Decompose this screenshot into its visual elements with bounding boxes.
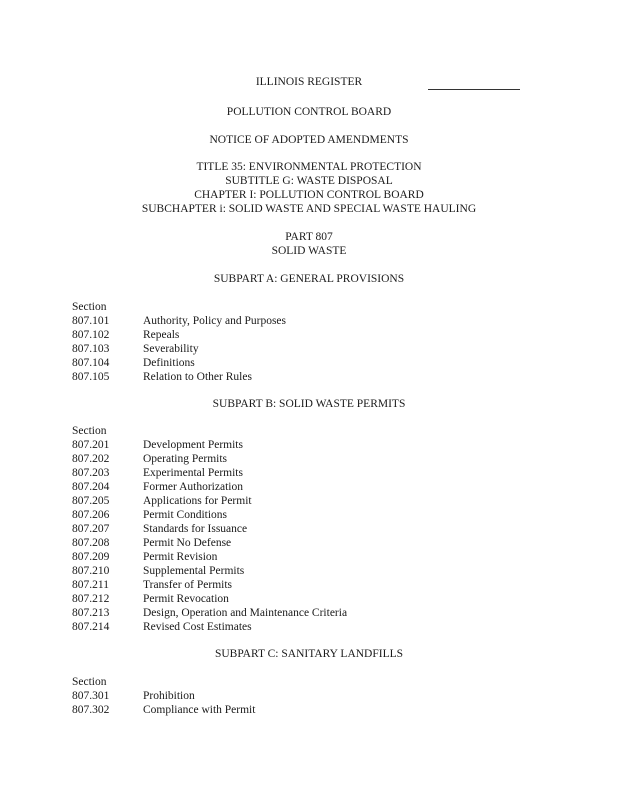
- section-number: 807.302: [72, 704, 110, 716]
- section-title: Operating Permits: [143, 453, 227, 465]
- section-title: Prohibition: [143, 690, 195, 702]
- section-number: 807.202: [72, 453, 110, 465]
- section-number: 807.103: [72, 343, 110, 355]
- section-title: Supplemental Permits: [143, 565, 245, 577]
- toc-row: [0, 467, 618, 481]
- section-title: Permit Revision: [143, 551, 218, 563]
- section-number: 807.207: [72, 523, 110, 535]
- section-number: 807.209: [72, 551, 110, 563]
- toc-row: [0, 481, 618, 495]
- section-title: Applications for Permit: [143, 495, 252, 507]
- section-number: 807.301: [72, 690, 110, 702]
- toc-row: [0, 690, 618, 704]
- toc-row: [0, 621, 618, 635]
- header-rule: [428, 89, 520, 90]
- section-title: Relation to Other Rules: [143, 371, 252, 383]
- section-label: Section: [72, 425, 107, 437]
- section-title: Experimental Permits: [143, 467, 243, 479]
- register-title: ILLINOIS REGISTER: [255, 76, 363, 88]
- section-title: Severability: [143, 343, 199, 355]
- subpart-heading: SUBPART C: SANITARY LANDFILLS: [214, 648, 404, 660]
- toc-row: [0, 439, 618, 453]
- toc-row: [0, 565, 618, 579]
- section-title: Revised Cost Estimates: [143, 621, 252, 633]
- toc-row: [0, 357, 618, 371]
- subpart-heading: SUBPART A: GENERAL PROVISIONS: [213, 273, 405, 285]
- toc-row: [0, 329, 618, 343]
- section-number: 807.204: [72, 481, 110, 493]
- section-title: Permit Conditions: [143, 509, 228, 521]
- subchapter-line: SUBCHAPTER i: SOLID WASTE AND SPECIAL WASTE HAULING: [141, 203, 477, 215]
- section-title: Compliance with Permit: [143, 704, 256, 716]
- toc-row: [0, 551, 618, 565]
- section-number: 807.208: [72, 537, 110, 549]
- notice-title: NOTICE OF ADOPTED AMENDMENTS: [209, 134, 409, 146]
- toc-row: [0, 579, 618, 593]
- section-title: Standards for Issuance: [143, 523, 248, 535]
- toc-row: [0, 343, 618, 357]
- title-line: TITLE 35: ENVIRONMENTAL PROTECTION: [196, 161, 422, 173]
- section-title: Repeals: [143, 329, 180, 341]
- section-number: 807.205: [72, 495, 110, 507]
- section-label: Section: [72, 676, 107, 688]
- section-number: 807.211: [72, 579, 109, 591]
- section-number: 807.203: [72, 467, 110, 479]
- section-title: Permit Revocation: [143, 593, 229, 605]
- toc-row: [0, 509, 618, 523]
- section-number: 807.102: [72, 329, 110, 341]
- section-number: 807.201: [72, 439, 110, 451]
- section-number: 807.101: [72, 315, 110, 327]
- section-number: 807.212: [72, 593, 110, 605]
- chapter-line: CHAPTER I: POLLUTION CONTROL BOARD: [194, 189, 424, 201]
- section-number: 807.214: [72, 621, 110, 633]
- toc-row: [0, 523, 618, 537]
- section-title: Development Permits: [143, 439, 243, 451]
- toc-row: [0, 315, 618, 329]
- toc-row: [0, 371, 618, 385]
- toc-row: [0, 607, 618, 621]
- section-title: Former Authorization: [143, 481, 243, 493]
- toc-row: [0, 704, 618, 718]
- part-name: SOLID WASTE: [271, 245, 347, 257]
- section-number: 807.210: [72, 565, 110, 577]
- section-number: 807.213: [72, 607, 110, 619]
- section-title: Authority, Policy and Purposes: [143, 315, 286, 327]
- part-number: PART 807: [285, 231, 333, 243]
- toc-row: [0, 453, 618, 467]
- section-title: Definitions: [143, 357, 195, 369]
- section-label: Section: [72, 301, 107, 313]
- section-title: Transfer of Permits: [143, 579, 233, 591]
- section-title: Design, Operation and Maintenance Criteria: [143, 607, 348, 619]
- board-title: POLLUTION CONTROL BOARD: [226, 106, 392, 118]
- section-number: 807.105: [72, 371, 110, 383]
- toc-row: [0, 593, 618, 607]
- section-title: Permit No Defense: [143, 537, 232, 549]
- toc-row: [0, 495, 618, 509]
- toc-row: [0, 537, 618, 551]
- section-number: 807.206: [72, 509, 110, 521]
- section-number: 807.104: [72, 357, 110, 369]
- subpart-heading: SUBPART B: SOLID WASTE PERMITS: [212, 398, 406, 410]
- subtitle-line: SUBTITLE G: WASTE DISPOSAL: [225, 175, 393, 187]
